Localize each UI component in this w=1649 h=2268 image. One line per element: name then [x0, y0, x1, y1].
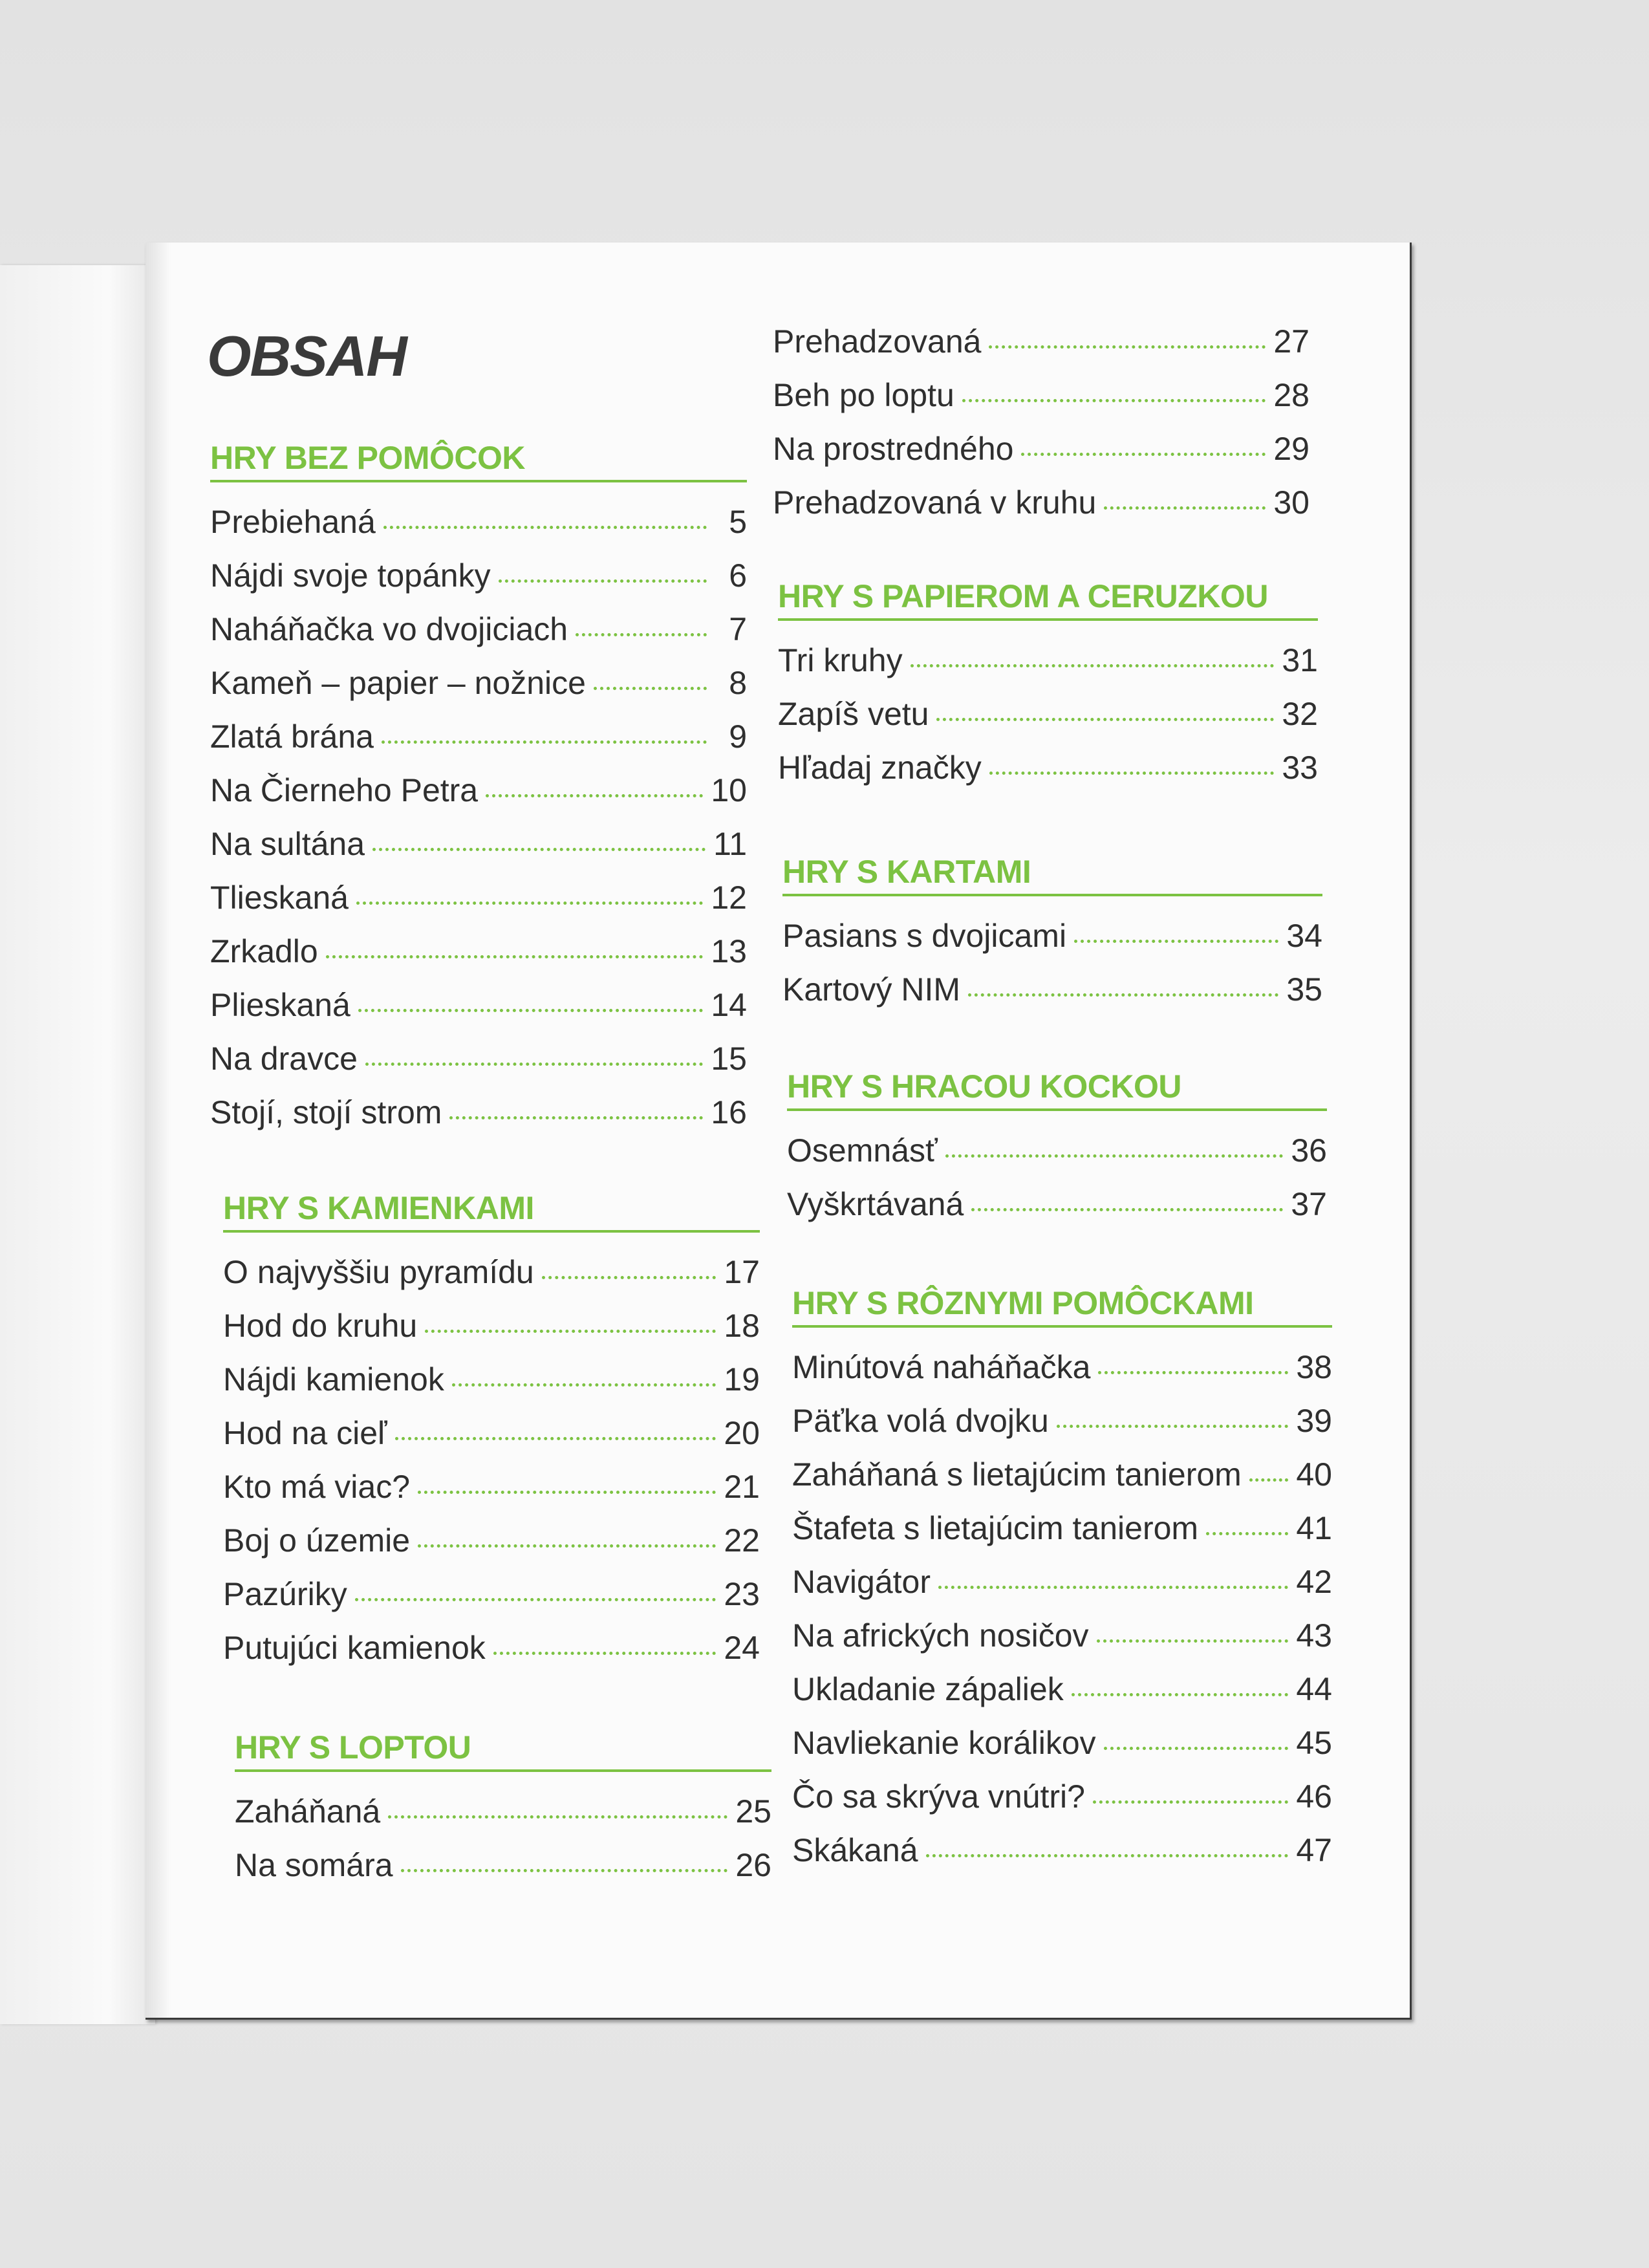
entry-title: Zapíš vetu: [778, 696, 929, 732]
dot-leader: [1057, 1425, 1289, 1428]
section-continued: [773, 315, 1310, 530]
entry-page-number: 11: [713, 826, 747, 862]
entry-title: Stojí, stojí strom: [210, 1094, 442, 1130]
entry-title: Štafeta s lietajúcim tanierom: [792, 1510, 1199, 1546]
entry-page-number: 30: [1273, 484, 1310, 521]
toc-entry[interactable]: [210, 764, 747, 817]
toc-entry[interactable]: [210, 1032, 747, 1086]
entry-page-number: 43: [1296, 1617, 1332, 1654]
dot-leader: [382, 740, 707, 744]
entry-title: Päťka volá dvojku: [792, 1403, 1049, 1439]
toc-entry[interactable]: [787, 1178, 1327, 1231]
entry-title: Kartový NIM: [782, 971, 961, 1008]
dot-leader: [425, 1330, 716, 1333]
section-heading: HRY S PAPIEROM A CERUZKOU: [778, 577, 1318, 621]
dot-leader: [1021, 453, 1266, 456]
dot-leader: [355, 1598, 717, 1601]
entry-title: Putujúci kamienok: [223, 1630, 486, 1666]
toc-entry[interactable]: [792, 1716, 1332, 1770]
toc-entry[interactable]: [792, 1663, 1332, 1716]
entry-page-number: 15: [711, 1041, 747, 1077]
dot-leader: [365, 1063, 703, 1066]
toc-entry[interactable]: [223, 1514, 760, 1568]
left-page-edge: [0, 265, 155, 2024]
toc-entry[interactable]: [223, 1568, 760, 1621]
section-hry-s-kartami: [782, 852, 1322, 1017]
toc-entry[interactable]: [778, 634, 1318, 687]
section-heading: HRY BEZ POMÔCOK: [210, 438, 747, 482]
entry-title: Plieskaná: [210, 987, 350, 1023]
entry-title: Tlieskaná: [210, 880, 349, 916]
dot-leader: [542, 1276, 717, 1279]
dot-leader: [358, 1009, 704, 1012]
section-entries-list: [778, 634, 1318, 795]
entry-title: Pasians s dvojicami: [782, 918, 1067, 954]
toc-entry[interactable]: [792, 1502, 1332, 1555]
section-entries-list: [792, 1341, 1332, 1877]
dot-leader: [449, 1116, 703, 1119]
entry-title: Na somára: [235, 1847, 393, 1883]
toc-entry[interactable]: [235, 1785, 771, 1839]
entry-page-number: 42: [1296, 1564, 1332, 1600]
toc-entry[interactable]: [773, 476, 1310, 530]
dot-leader: [576, 633, 707, 636]
entry-title: Na prostredného: [773, 431, 1014, 467]
entry-page-number: 39: [1296, 1403, 1332, 1439]
entry-title: Na afrických nosičov: [792, 1617, 1089, 1654]
dot-leader: [938, 1586, 1288, 1589]
toc-entry[interactable]: [787, 1124, 1327, 1178]
dot-leader: [401, 1869, 728, 1872]
entry-title: Kto má viac?: [223, 1469, 411, 1505]
entry-title: Naháňačka vo dvojiciach: [210, 611, 568, 647]
entry-page-number: 41: [1296, 1510, 1332, 1546]
entry-page-number: 35: [1286, 971, 1322, 1008]
toc-entry[interactable]: [223, 1407, 760, 1460]
dot-leader: [968, 993, 1278, 997]
toc-entry[interactable]: [235, 1839, 771, 1892]
dot-leader: [594, 687, 707, 690]
dot-leader: [452, 1383, 717, 1387]
section-hry-s-kamienkami: [223, 1189, 760, 1675]
entry-title: Vyškrtávaná: [787, 1186, 964, 1222]
toc-entry[interactable]: [210, 871, 747, 925]
dot-leader: [486, 794, 703, 797]
section-hry-s-papierom-a-ceruzkou: [778, 577, 1318, 795]
entry-title: Zaháňaná: [235, 1793, 381, 1830]
dot-leader: [1104, 1747, 1289, 1750]
entry-page-number: 8: [729, 665, 747, 701]
entry-page-number: 5: [729, 504, 747, 540]
entry-page-number: 28: [1273, 377, 1310, 413]
dot-leader: [1098, 1371, 1288, 1374]
entry-title: Pazúriky: [223, 1576, 347, 1612]
page-title: OBSAH: [207, 324, 406, 388]
toc-entry[interactable]: [210, 495, 747, 549]
toc-entry[interactable]: [210, 603, 747, 656]
entry-page-number: 27: [1273, 323, 1310, 360]
toc-entry[interactable]: [792, 1824, 1332, 1877]
section-heading: HRY S LOPTOU: [235, 1728, 771, 1772]
entry-title: Prebiehaná: [210, 504, 376, 540]
toc-entry[interactable]: [210, 817, 747, 871]
entry-page-number: 38: [1296, 1349, 1332, 1385]
toc-entry[interactable]: [210, 549, 747, 603]
entry-page-number: 12: [711, 880, 747, 916]
dot-leader: [372, 848, 706, 851]
entry-page-number: 36: [1291, 1132, 1327, 1169]
page-gutter-shadow: [146, 243, 171, 2018]
dot-leader: [936, 718, 1274, 721]
entry-page-number: 6: [729, 557, 747, 594]
entry-page-number: 29: [1273, 431, 1310, 467]
entry-title: Beh po loptu: [773, 377, 954, 413]
entry-title: Skákaná: [792, 1832, 918, 1868]
toc-entry[interactable]: [223, 1621, 760, 1675]
section-hry-bez-pomocok: [210, 438, 747, 1139]
entry-title: Zaháňaná s lietajúcim tanierom: [792, 1456, 1242, 1493]
entry-title: Ukladanie zápaliek: [792, 1671, 1064, 1707]
entry-page-number: 44: [1296, 1671, 1332, 1707]
entry-page-number: 16: [711, 1094, 747, 1130]
dot-leader: [1206, 1532, 1288, 1535]
dot-leader: [388, 1815, 727, 1819]
entry-page-number: 47: [1296, 1832, 1332, 1868]
dot-leader: [1074, 940, 1278, 943]
entry-page-number: 33: [1282, 750, 1318, 786]
entry-page-number: 19: [724, 1361, 760, 1398]
toc-entry[interactable]: [210, 925, 747, 978]
toc-entry[interactable]: [210, 1086, 747, 1139]
section-entries-list: [787, 1124, 1327, 1231]
entry-title: Zrkadlo: [210, 933, 318, 969]
toc-entry[interactable]: [223, 1299, 760, 1353]
toc-entry[interactable]: [223, 1353, 760, 1407]
dot-leader: [971, 1208, 1283, 1211]
entry-title: Kameň – papier – nožnice: [210, 665, 586, 701]
toc-entry[interactable]: [792, 1609, 1332, 1663]
entry-page-number: 13: [711, 933, 747, 969]
entry-title: Hľadaj značky: [778, 750, 982, 786]
dot-leader: [499, 579, 707, 583]
entry-page-number: 18: [724, 1308, 760, 1344]
entry-page-number: 32: [1282, 696, 1318, 732]
toc-entry[interactable]: [210, 656, 747, 710]
toc-entry[interactable]: [792, 1770, 1332, 1824]
entry-page-number: 26: [735, 1847, 771, 1883]
section-heading: HRY S KAMIENKAMI: [223, 1189, 760, 1233]
toc-entry[interactable]: [773, 315, 1310, 369]
entry-page-number: 20: [724, 1415, 760, 1451]
section-heading: HRY S RÔZNYMI POMÔCKAMI: [792, 1284, 1332, 1328]
continued-entries-list: [773, 315, 1310, 530]
toc-entry[interactable]: [782, 909, 1322, 963]
dot-leader: [989, 345, 1266, 349]
section-entries-list: [782, 909, 1322, 1017]
entry-page-number: 9: [729, 718, 747, 755]
entry-page-number: 31: [1282, 642, 1318, 678]
dot-leader: [1104, 506, 1266, 510]
entry-title: Hod do kruhu: [223, 1308, 418, 1344]
dot-leader: [356, 902, 703, 905]
entry-title: Na dravce: [210, 1041, 358, 1077]
entry-title: Boj o územie: [223, 1522, 411, 1559]
dot-leader: [326, 955, 704, 958]
entry-page-number: 37: [1291, 1186, 1327, 1222]
entry-title: Nájdi kamienok: [223, 1361, 444, 1398]
dot-leader: [395, 1437, 717, 1440]
entry-page-number: 24: [724, 1630, 760, 1666]
entry-page-number: 17: [724, 1254, 760, 1290]
entry-title: Na Čierneho Petra: [210, 772, 479, 808]
dot-leader: [911, 664, 1275, 667]
section-heading: HRY S KARTAMI: [782, 852, 1322, 896]
toc-entry[interactable]: [792, 1448, 1332, 1502]
section-heading: HRY S HRACOU KOCKOU: [787, 1067, 1327, 1111]
entry-title: Prehadzovaná: [773, 323, 982, 360]
entry-page-number: 23: [724, 1576, 760, 1612]
entry-title: Hod na cieľ: [223, 1415, 387, 1451]
dot-leader: [989, 772, 1275, 775]
toc-entry[interactable]: [782, 963, 1322, 1017]
section-hry-s-hracou-kockou: [787, 1067, 1327, 1231]
entry-page-number: 22: [724, 1522, 760, 1559]
entry-page-number: 14: [711, 987, 747, 1023]
dot-leader: [1097, 1639, 1289, 1643]
dot-leader: [1249, 1478, 1289, 1482]
dot-leader: [418, 1544, 716, 1548]
dot-leader: [945, 1154, 1284, 1158]
dot-leader: [1072, 1693, 1289, 1696]
entry-page-number: 46: [1296, 1778, 1332, 1815]
toc-entry[interactable]: [792, 1394, 1332, 1448]
entry-title: Tri kruhy: [778, 642, 903, 678]
toc-entry[interactable]: [792, 1341, 1332, 1394]
entry-title: Osemnásť: [787, 1132, 938, 1169]
entry-title: Prehadzovaná v kruhu: [773, 484, 1097, 521]
toc-entry[interactable]: [210, 978, 747, 1032]
entry-title: Navigátor: [792, 1564, 931, 1600]
entry-page-number: 10: [711, 772, 747, 808]
toc-entry[interactable]: [773, 422, 1310, 476]
toc-entry[interactable]: [778, 687, 1318, 741]
toc-entry[interactable]: [773, 369, 1310, 422]
entry-page-number: 40: [1296, 1456, 1332, 1493]
section-entries-list: [235, 1785, 771, 1892]
dot-leader: [383, 526, 707, 529]
section-entries-list: [223, 1246, 760, 1675]
toc-entry[interactable]: [223, 1246, 760, 1299]
dot-leader: [1093, 1800, 1288, 1804]
section-hry-s-roznymi-pomockami: [792, 1284, 1332, 1877]
dot-leader: [926, 1854, 1289, 1857]
dot-leader: [962, 399, 1266, 402]
entry-title: Na sultána: [210, 826, 365, 862]
dot-leader: [493, 1652, 717, 1655]
entry-title: O najvyššiu pyramídu: [223, 1254, 534, 1290]
section-entries-list: [210, 495, 747, 1139]
dot-leader: [418, 1491, 716, 1494]
entry-page-number: 21: [724, 1469, 760, 1505]
toc-entry[interactable]: [210, 710, 747, 764]
entry-title: Navliekanie korálikov: [792, 1725, 1096, 1761]
toc-entry[interactable]: [223, 1460, 760, 1514]
toc-entry[interactable]: [792, 1555, 1332, 1609]
entry-page-number: 7: [729, 611, 747, 647]
toc-entry[interactable]: [778, 741, 1318, 795]
entry-page-number: 45: [1296, 1725, 1332, 1761]
entry-page-number: 25: [735, 1793, 771, 1830]
entry-title: Minútová naháňačka: [792, 1349, 1091, 1385]
entry-page-number: 34: [1286, 918, 1322, 954]
entry-title: Nájdi svoje topánky: [210, 557, 491, 594]
entry-title: Zlatá brána: [210, 718, 374, 755]
entry-title: Čo sa skrýva vnútri?: [792, 1778, 1085, 1815]
section-hry-s-loptou: [235, 1728, 771, 1892]
